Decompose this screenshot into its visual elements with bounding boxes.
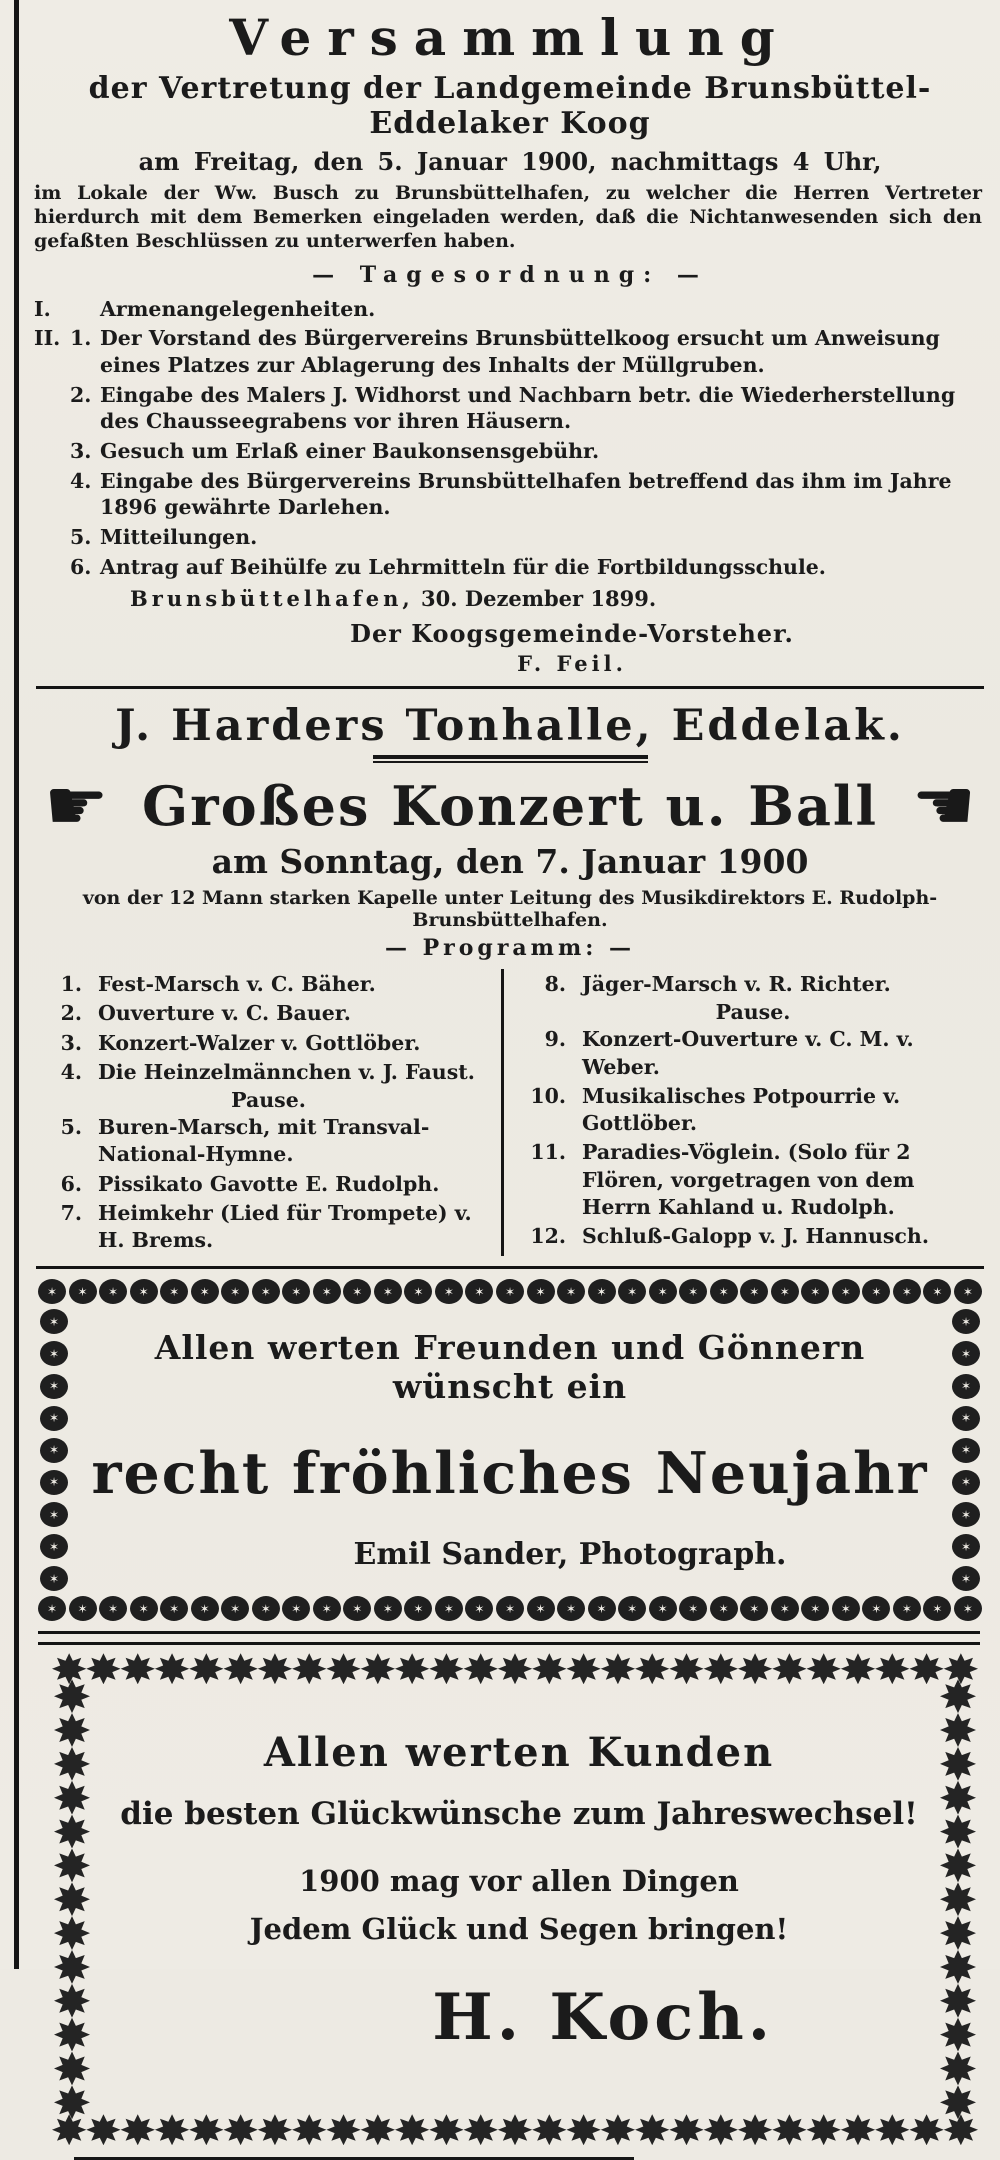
koch-verse-line1: 1900 mag vor allen Dingen [299, 1864, 739, 1899]
chain-link-ornament [940, 1984, 976, 2018]
rosette-ornament: ✶ [40, 1438, 68, 1463]
chain-link-ornament [940, 2052, 976, 2086]
agenda-heading: — Tagesordnung: — [312, 261, 708, 288]
chain-link-ornament [498, 2114, 532, 2145]
program-item [520, 1139, 986, 1221]
rosette-ornament: ✶ [38, 1596, 66, 1621]
chain-link-ornament [54, 2052, 90, 2086]
rosette-ornament: ✶ [40, 1534, 68, 1559]
chain-link-ornament [54, 1848, 90, 1882]
rosette-ornament: ✶ [952, 1341, 980, 1366]
rosette-ornament: ✶ [893, 1596, 921, 1621]
dateline-date: 30. Dezember 1899. [421, 586, 657, 612]
chain-link-ornament [223, 1653, 257, 1684]
venue-underline [373, 755, 648, 763]
program-item-text: Paradies-Vöglein. (Solo für 2 Flören, vorgetragen von dem Herrn Kahland u. Rudolph. [582, 1140, 915, 1219]
program-item-number: 6. [60, 1171, 82, 1196]
program-item [36, 1030, 501, 1057]
chain-link-ornament [841, 2114, 875, 2145]
chain-link-ornament [635, 2114, 669, 2145]
rosette-ornament: ✶ [557, 1279, 585, 1304]
rosette-ornament: ✶ [496, 1596, 524, 1621]
meeting-notice [34, 8, 986, 676]
rosette-ornament: ✶ [679, 1596, 707, 1621]
concert-headline: Großes Konzert u. Ball [142, 773, 878, 838]
chain-link-ornament [841, 1653, 875, 1684]
program-item [520, 1083, 986, 1138]
agenda-item-text: Gesuch um Erlaß einer Baukonsensgebühr. [100, 439, 600, 464]
chain-link-ornament [223, 2114, 257, 2145]
rosette-ornament: ✶ [618, 1596, 646, 1621]
chain-link-ornament [669, 2114, 703, 2145]
chain-link-ornament [944, 2114, 978, 2145]
agenda-item-number: 6. [70, 554, 92, 579]
agenda-item [34, 325, 986, 378]
chain-link-ornament [54, 2018, 90, 2052]
agenda-item-text: Mitteilungen. [100, 524, 258, 549]
rosette-ornament: ✶ [952, 1566, 980, 1591]
rosette-ornament: ✶ [952, 1438, 980, 1463]
chain-link-ornament [566, 1653, 600, 1684]
rosette-ornament: ✶ [954, 1596, 982, 1621]
meeting-dateline [130, 586, 986, 611]
program [36, 969, 986, 1256]
chain-link-ornament [940, 1679, 976, 1713]
rosette-ornament: ✶ [588, 1279, 616, 1304]
agenda-item-number: 3. [70, 439, 92, 464]
agenda-item [34, 296, 986, 323]
program-left-column [36, 969, 501, 1256]
agenda-item-number: 2. [70, 382, 92, 407]
chain-link-ornament [909, 1653, 943, 1684]
program-heading: — Programm: — [384, 935, 636, 962]
meeting-subtitle: der Vertretung der Landgemeinde Brunsbüttel-Eddelaker Koog [88, 71, 932, 141]
rosette-ornament: ✶ [557, 1596, 585, 1621]
program-item-number: 3. [60, 1030, 82, 1055]
sander-newyear-line: recht fröhliches Neujahr [91, 1440, 929, 1508]
agenda-item [34, 524, 986, 551]
koch-wishes-line: die besten Glückwünsche zum Jahreswechsel! [120, 1796, 918, 1833]
chain-link-ornament [429, 2114, 463, 2145]
chain-link-ornament [395, 1653, 429, 1684]
chain-link-ornament [772, 1653, 806, 1684]
program-item-number: 12. [530, 1224, 566, 1249]
manicule-left-icon: ☚ [911, 763, 976, 848]
meeting-signature [96, 619, 1000, 676]
chain-link-ornament [189, 2114, 223, 2145]
program-item-number: 1. [60, 972, 82, 997]
concert-headline-row [44, 763, 976, 848]
rosette-ornament: ✶ [740, 1596, 768, 1621]
rosette-ornament: ✶ [191, 1279, 219, 1304]
chain-border-bottom [52, 2114, 978, 2145]
program-item-number: 9. [544, 1027, 566, 1052]
rosette-ornament: ✶ [40, 1374, 68, 1399]
chain-link-ornament [738, 2114, 772, 2145]
rosette-ornament: ✶ [801, 1279, 829, 1304]
rosette-ornament: ✶ [282, 1596, 310, 1621]
chain-link-ornament [361, 1653, 395, 1684]
chain-link-ornament [54, 1815, 90, 1849]
program-item-number: 2. [60, 1001, 82, 1026]
program-item [520, 1223, 986, 1250]
rosette-ornament: ✶ [679, 1279, 707, 1304]
chain-link-ornament [54, 1950, 90, 1984]
signature-title: Der Koogsgemeinde-Vorsteher. [350, 619, 794, 649]
band-line: von der 12 Mann starken Kapelle unter Leitung des Musikdirektors E. Rudolph-Brunsbüttelhafen. [82, 887, 938, 932]
agenda-roman-numeral: II. [34, 326, 61, 351]
chain-link-ornament [772, 2114, 806, 2145]
rosette-ornament: ✶ [404, 1596, 432, 1621]
rosette-ornament: ✶ [649, 1279, 677, 1304]
agenda-item-text: Eingabe des Bürgervereins Brunsbüttelhafen betreffend das ihm im Jahre 1896 gewährte Darlehen. [100, 468, 952, 520]
chain-link-ornament [86, 1653, 120, 1684]
rosette-ornament: ✶ [771, 1279, 799, 1304]
chain-link-ornament [326, 2114, 360, 2145]
program-item-text: Musikalisches Potpourrie v. Gottlöber. [582, 1083, 901, 1136]
program-item-number: 11. [530, 1140, 566, 1165]
rosette-ornament: ✶ [40, 1309, 68, 1334]
chain-link-ornament [54, 1679, 90, 1713]
program-right-column [501, 969, 986, 1256]
rosette-ornament: ✶ [99, 1279, 127, 1304]
chain-link-ornament [54, 1747, 90, 1781]
manicule-right-icon: ☛ [44, 763, 109, 848]
chain-link-ornament [54, 1882, 90, 1916]
venue-title: J. Harders Tonhalle, Eddelak. [115, 701, 905, 752]
chain-link-ornament [121, 2114, 155, 2145]
chain-link-ornament [155, 2114, 189, 2145]
chain-link-ornament [532, 2114, 566, 2145]
rosette-ornament: ✶ [435, 1279, 463, 1304]
rosette-ornament: ✶ [952, 1534, 980, 1559]
concert-ad [34, 701, 986, 1256]
rosette-ornament: ✶ [435, 1596, 463, 1621]
chain-link-ornament [464, 1653, 498, 1684]
rosette-ornament: ✶ [710, 1279, 738, 1304]
rosette-ornament: ✶ [923, 1279, 951, 1304]
rosette-ornament: ✶ [343, 1279, 371, 1304]
rosette-ornament: ✶ [69, 1596, 97, 1621]
rosette-ornament: ✶ [832, 1596, 860, 1621]
program-item-text: Pissikato Gavotte E. Rudolph. [98, 1171, 440, 1196]
rosette-ornament: ✶ [38, 1279, 66, 1304]
rosette-ornament: ✶ [465, 1279, 493, 1304]
rosette-ornament: ✶ [832, 1279, 860, 1304]
rosette-ornament: ✶ [40, 1566, 68, 1591]
chain-link-ornament [940, 1882, 976, 1916]
rosette-ornament: ✶ [221, 1596, 249, 1621]
koch-greeting-line: Allen werten Kunden [263, 1729, 775, 1777]
agenda-item-text: Der Vorstand des Bürgervereins Brunsbüttelkoog ersucht um Anweisung eines Platzes zur Ablagerung des Inhalts der Müllgruben. [100, 326, 940, 378]
chain-link-ornament [52, 2114, 86, 2145]
meeting-title: Versammlung [229, 8, 791, 67]
agenda-item-number: 1. [70, 326, 92, 351]
chain-link-ornament [155, 1653, 189, 1684]
dateline-place: Brunsbüttelhafen, [130, 586, 414, 612]
chain-link-ornament [258, 1653, 292, 1684]
agenda-item [34, 382, 986, 435]
agenda-item [34, 468, 986, 521]
rosette-ornament: ✶ [130, 1279, 158, 1304]
chain-link-ornament [54, 1916, 90, 1950]
rosette-border-bottom [38, 1596, 982, 1621]
koch-signature: H. Koch. [432, 1980, 774, 2056]
rosette-ornament: ✶ [618, 1279, 646, 1304]
program-item-text: Ouverture v. C. Bauer. [98, 1001, 351, 1026]
meeting-intro: im Lokale der Ww. Busch zu Brunsbüttelhafen, zu welcher die Herren Vertreter hierdurch mit dem Bemerken eingeladen werden, daß die Nichtanwesenden sich den gefaßten Beschlüssen zu unterwerfen haben. [34, 182, 982, 252]
program-item-text: Buren-Marsch, mit Transval-National-Hymne. [98, 1115, 430, 1167]
rosette-ornament: ✶ [527, 1279, 555, 1304]
rosette-ornament: ✶ [40, 1406, 68, 1431]
chain-link-ornament [940, 1848, 976, 1882]
program-item-number: 10. [530, 1083, 566, 1108]
rosette-ornament: ✶ [160, 1279, 188, 1304]
rosette-ornament: ✶ [923, 1596, 951, 1621]
program-item-text: Heimkehr (Lied für Trompete) v. H. Brems. [98, 1200, 472, 1253]
program-item-number: 7. [60, 1200, 82, 1225]
rosette-ornament: ✶ [374, 1596, 402, 1621]
rosette-ornament: ✶ [710, 1596, 738, 1621]
chain-link-ornament [940, 1950, 976, 1984]
agenda-list [34, 296, 986, 580]
rosette-ornament: ✶ [404, 1279, 432, 1304]
rosette-ornament: ✶ [952, 1406, 980, 1431]
chain-link-ornament [361, 2114, 395, 2145]
program-item-text: Schluß-Galopp v. J. Hannusch. [582, 1224, 929, 1249]
koch-ad-body [114, 1693, 924, 2111]
rosette-border-top [38, 1279, 982, 1304]
meeting-datetime: am Freitag, den 5. Januar 1900, nachmittags 4 Uhr, [138, 147, 882, 176]
agenda-item-text: Eingabe des Malers J. Widhorst und Nachbarn betr. die Wiederherstellung des Chausseegrabens vor ihren Häusern. [100, 382, 956, 434]
chain-link-ornament [54, 1781, 90, 1815]
chain-link-ornament [498, 1653, 532, 1684]
chain-link-ornament [429, 1653, 463, 1684]
column-rule [14, 0, 19, 1969]
chain-link-ornament [807, 2114, 841, 2145]
sander-greeting-line: Allen werten Freunden und Gönnern wünscht ein [154, 1328, 866, 1407]
chain-link-ornament [875, 2114, 909, 2145]
rosette-ornament: ✶ [191, 1596, 219, 1621]
chain-link-ornament [395, 2114, 429, 2145]
koch-ad [50, 1653, 980, 2145]
rosette-ornament: ✶ [862, 1279, 890, 1304]
chain-link-ornament [258, 2114, 292, 2145]
rosette-ornament: ✶ [952, 1470, 980, 1495]
program-item-text: Fest-Marsch v. C. Bäher. [98, 972, 376, 997]
sander-signature: Emil Sander, Photograph. [353, 1537, 787, 1573]
program-item-number: 4. [60, 1059, 82, 1084]
program-item-text: Die Heinzelmännchen v. J. Faust. [98, 1059, 475, 1084]
chain-link-ornament [86, 2114, 120, 2145]
signature-name: F. Feil. [517, 651, 627, 677]
rosette-ornament: ✶ [527, 1596, 555, 1621]
rosette-ornament: ✶ [374, 1279, 402, 1304]
chain-link-ornament [601, 1653, 635, 1684]
chain-link-ornament [940, 2018, 976, 2052]
chain-border-right [940, 1679, 976, 2119]
rosette-ornament: ✶ [465, 1596, 493, 1621]
chain-link-ornament [121, 1653, 155, 1684]
program-item-text: Konzert-Walzer v. Gottlöber. [98, 1030, 421, 1055]
rosette-ornament: ✶ [952, 1374, 980, 1399]
agenda-item-text: Armenangelegenheiten. [100, 296, 376, 321]
rosette-ornament: ✶ [313, 1596, 341, 1621]
rosette-ornament: ✶ [221, 1279, 249, 1304]
rosette-ornament: ✶ [40, 1470, 68, 1495]
chain-link-ornament [704, 1653, 738, 1684]
chain-link-ornament [326, 1653, 360, 1684]
agenda-item-text: Antrag auf Beihülfe zu Lehrmitteln für die Fortbildungsschule. [100, 554, 826, 579]
chain-link-ornament [704, 2114, 738, 2145]
chain-link-ornament [601, 2114, 635, 2145]
chain-link-ornament [54, 1984, 90, 2018]
sander-ad [36, 1279, 984, 1621]
program-item-text: Konzert-Ouverture v. C. M. v. Weber. [582, 1027, 914, 1079]
rosette-ornament: ✶ [252, 1279, 280, 1304]
pause-label: Pause. [231, 1088, 306, 1113]
rosette-ornament: ✶ [588, 1596, 616, 1621]
chain-link-ornament [875, 1653, 909, 1684]
program-item-number: 8. [544, 972, 566, 997]
concert-date: am Sonntag, den 7. Januar 1900 [211, 842, 809, 882]
rosette-ornament: ✶ [40, 1502, 68, 1527]
program-item [36, 1059, 501, 1086]
program-item [520, 971, 986, 998]
rosette-ornament: ✶ [252, 1596, 280, 1621]
chain-link-ornament [292, 1653, 326, 1684]
rosette-ornament: ✶ [862, 1596, 890, 1621]
agenda-item [34, 438, 986, 465]
rosette-ornament: ✶ [69, 1279, 97, 1304]
rosette-ornament: ✶ [343, 1596, 371, 1621]
chain-border-top [52, 1653, 978, 1684]
rosette-ornament: ✶ [952, 1309, 980, 1334]
program-item [36, 1171, 501, 1198]
chain-link-ornament [669, 1653, 703, 1684]
rosette-border-right [952, 1309, 980, 1591]
program-item-text: Jäger-Marsch v. R. Richter. [582, 972, 891, 997]
rosette-ornament: ✶ [893, 1279, 921, 1304]
chain-link-ornament [940, 1815, 976, 1849]
koch-verse-line2: Jedem Glück und Segen bringen! [249, 1912, 789, 1947]
program-item [520, 1026, 986, 1081]
rosette-ornament: ✶ [771, 1596, 799, 1621]
chain-link-ornament [189, 1653, 223, 1684]
chain-link-ornament [909, 2114, 943, 2145]
agenda-item-number: 5. [70, 524, 92, 549]
chain-link-ornament [292, 2114, 326, 2145]
double-rule-divider [38, 1631, 980, 1645]
chain-link-ornament [940, 1713, 976, 1747]
program-item [36, 1200, 501, 1255]
chain-link-ornament [464, 2114, 498, 2145]
rosette-ornament: ✶ [496, 1279, 524, 1304]
chain-link-ornament [635, 1653, 669, 1684]
rosette-ornament: ✶ [130, 1596, 158, 1621]
agenda-item [34, 554, 986, 581]
agenda-roman-numeral: I. [34, 296, 51, 321]
chain-link-ornament [566, 2114, 600, 2145]
rosette-ornament: ✶ [99, 1596, 127, 1621]
rosette-ornament: ✶ [954, 1279, 982, 1304]
section-divider [36, 686, 984, 689]
chain-link-ornament [940, 1747, 976, 1781]
section-divider [36, 1266, 984, 1269]
rosette-border-left [40, 1309, 68, 1591]
chain-link-ornament [532, 1653, 566, 1684]
chain-link-ornament [807, 1653, 841, 1684]
program-item [36, 1114, 501, 1169]
program-item [36, 971, 501, 998]
pause-label: Pause. [715, 1000, 791, 1025]
rosette-ornament: ✶ [160, 1596, 188, 1621]
rosette-ornament: ✶ [801, 1596, 829, 1621]
chain-link-ornament [54, 1713, 90, 1747]
rosette-ornament: ✶ [649, 1596, 677, 1621]
program-item-number: 5. [60, 1115, 82, 1140]
agenda-item-number: 4. [70, 468, 92, 493]
program-item [36, 1000, 501, 1027]
chain-link-ornament [940, 1916, 976, 1950]
chain-link-ornament [738, 1653, 772, 1684]
rosette-ornament: ✶ [40, 1341, 68, 1366]
sander-ad-body [76, 1307, 944, 1593]
chain-border-left [54, 1679, 90, 2119]
rosette-ornament: ✶ [952, 1502, 980, 1527]
rosette-ornament: ✶ [740, 1279, 768, 1304]
rosette-ornament: ✶ [313, 1279, 341, 1304]
chain-link-ornament [940, 1781, 976, 1815]
rosette-ornament: ✶ [282, 1279, 310, 1304]
